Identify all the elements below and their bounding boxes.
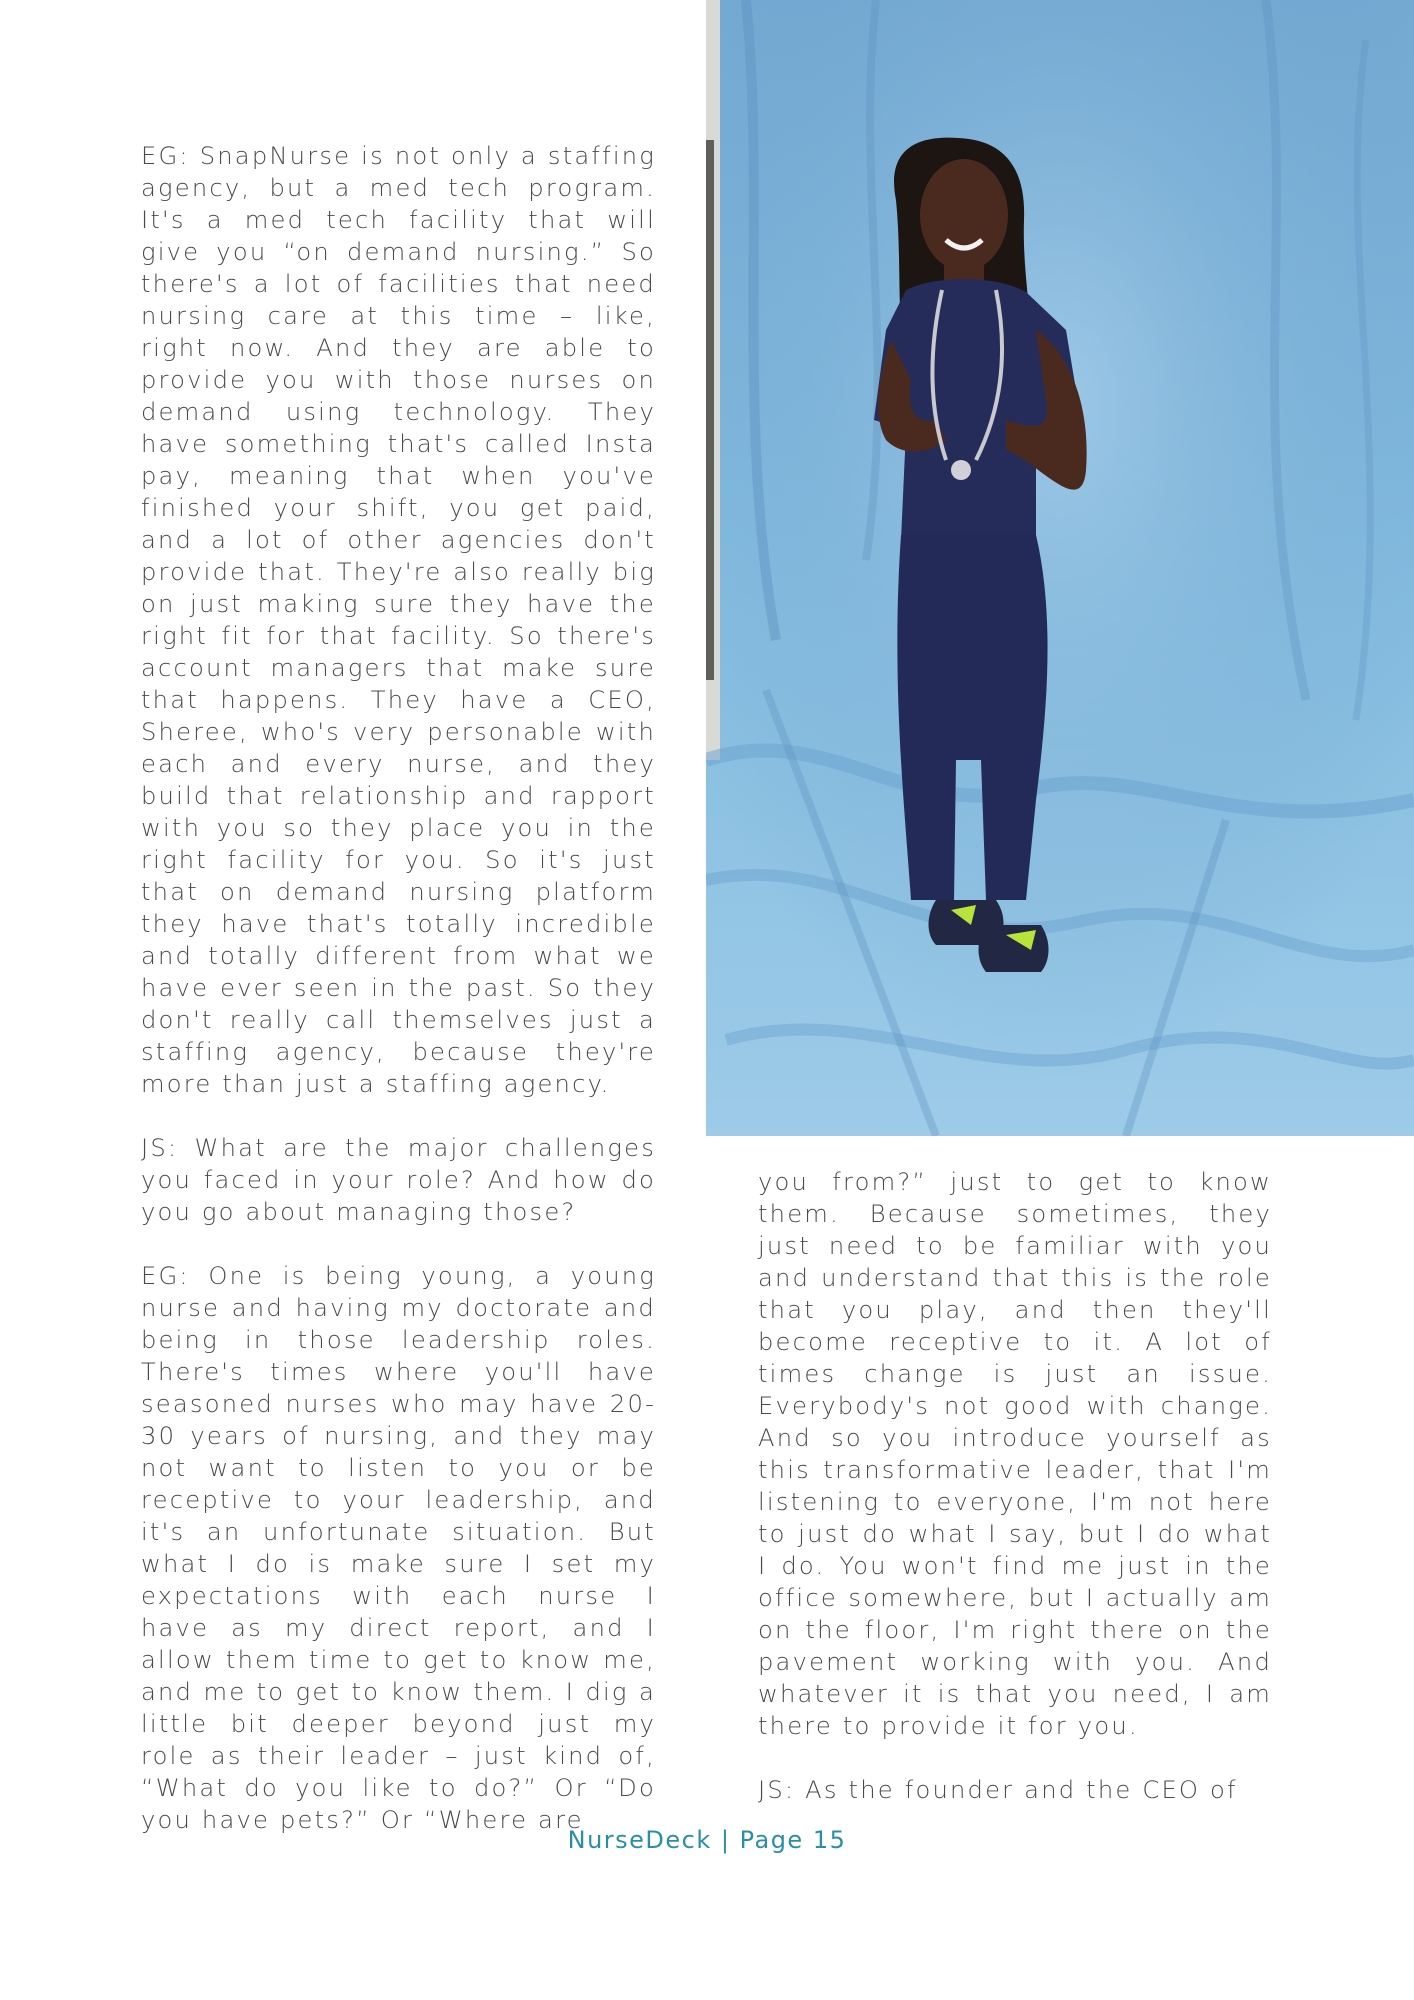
answer-paragraph-snapnurse: EG: SnapNurse is not only a staffing agency, but a med tech program. It's a med tech facility that will give you “on demand nursing.” So there's a lot of facilities that need nursing care at this time – like, right now. And they are able to provide you with those nurses on demand using technology. They have something that's called Insta pay, meaning that when you've finished your shift, you get paid, and a lot of other agencies don't provide that. They're also really big on just making sure they have the right fit for that facility. So there's account managers that make sure that happens. They have a CEO, Sheree, who's very personable with each and every nurse, and they build that relationship and rapport with you so they place you in the right facility for you. So it's just that on demand nursing platform they have that's totally incredible and totally different from what we have ever seen in the past. So they don't really call themselves just a staffing agency, because they're more than just a staffing agency. (141, 142, 656, 1098)
nurse-portrait-photo (706, 0, 1414, 1136)
page-footer: NurseDeck | Page 15 (567, 1826, 847, 1854)
answer-paragraph-challenges: EG: One is being young, a young nurse and having my doctorate and being in those leadership roles. There's times where you'll have seasoned nurses who may have 20-30 years of nursing, and they may not want to listen to you or be receptive to your leadership, and it's an unfortunate situation. But what I do is make sure I set my expectations with each nurse I have as my direct report, and I allow them time to get to know me, and me to get to know them. I dig a little bit deeper beyond just my role as their leader – just kind of, “What do you like to do?” Or “Do you have pets?” Or “Where are (141, 1262, 656, 1834)
answer-paragraph-continued: you from?” just to get to know them. Because sometimes, they just need to be familiar with you and understand that this is the role that you play, and then they'll become receptive to it. A lot of times change is just an issue. Everybody's not good with change. And so you introduce yourself as this transformative leader, that I'm listening to everyone, I'm not here to just do what I say, but I do what I do. You won't find me just in the office somewhere, but I actually am on the floor, I'm right there on the pavement working with you. And whatever it is that you need, I am there to provide it for you. (758, 1168, 1272, 1740)
question-paragraph-challenges: JS: What are the major challenges you faced in your role? And how do you go about managing those? (141, 1134, 656, 1226)
question-paragraph-founder: JS: As the founder and the CEO of (758, 1776, 1238, 1804)
right-text-column (758, 1166, 1272, 1806)
left-text-column (141, 140, 656, 1836)
